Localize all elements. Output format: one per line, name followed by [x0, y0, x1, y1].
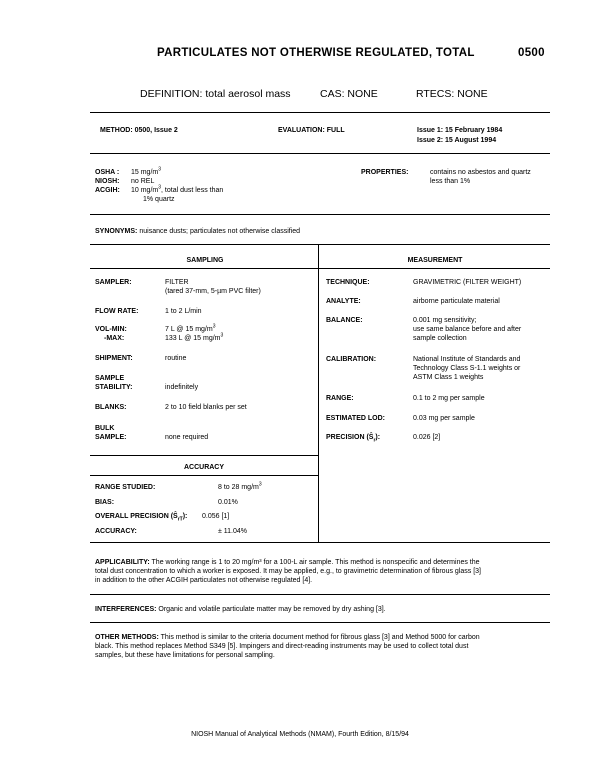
measurement-heading: MEASUREMENT: [407, 257, 463, 264]
blanks-label: BLANKS:: [95, 404, 127, 411]
vol-max-value: 133 L @ 15 $mg/m^3$: [165, 332, 224, 342]
technique-label: TECHNIQUE:: [326, 279, 370, 286]
niosh-label: NIOSH:: [95, 178, 120, 185]
method-number: 0500: [518, 47, 545, 59]
balance-label: BALANCE:: [326, 317, 363, 324]
overall-precision-value: 0.056 [1]: [202, 513, 230, 520]
balance-value-2: use same balance before and after: [413, 326, 522, 333]
stability-value: indefinitely: [165, 384, 199, 391]
accuracy-heading: ACCURACY: [183, 464, 225, 471]
bulk-value: none required: [165, 434, 209, 441]
precision-label: PRECISION $(Ŝ_r)$:: [326, 434, 381, 444]
synonyms: SYNONYMS: nuisance dusts; particulates not otherwise classified: [95, 228, 301, 235]
flow-rate-label: FLOW RATE:: [95, 308, 139, 315]
accuracy-value: ± 11.04%: [218, 528, 248, 535]
vol-min-label: VOL-MIN:: [95, 326, 127, 333]
bulk-label: BULK: [95, 425, 115, 432]
properties-value-2: less than 1%: [430, 178, 471, 185]
osha-value: 15 $mg/m^3$: [131, 166, 162, 176]
bulk-label-2: SAMPLE:: [95, 434, 127, 441]
vol-max-label: -MAX:: [104, 335, 125, 342]
range-studied-label: RANGE STUDIED:: [95, 484, 156, 491]
divider: [90, 475, 318, 476]
sampling-heading: SAMPLING: [186, 257, 224, 264]
divider: [90, 622, 550, 623]
calibration-value-2: Technology Class S-1.1 weights or: [413, 365, 521, 372]
bias-label: BIAS:: [95, 499, 115, 506]
calibration-value-3: ASTM Class 1 weights: [413, 374, 484, 381]
rtecs-number: RTECS: NONE: [416, 88, 488, 100]
stability-label: SAMPLE: [95, 375, 125, 382]
issue-1: Issue 1: 15 February 1984: [417, 127, 503, 134]
divider: [90, 268, 550, 269]
acgih-label: ACGIH:: [95, 187, 120, 194]
divider: [90, 594, 550, 595]
applicability: APPLICABILITY: The working range is 1 to 20 mg/m³ for a 100-L air sample. This method is nonspecific and determines the total dust concentration to which a worker is exposed. It may be applied, e.g., to gravimetric determination of fibrous glass [3] in addition to the other ACGIH particulates not otherwise regulated [4].: [95, 559, 481, 584]
footer: NIOSH Manual of Analytical Methods (NMAM), Fourth Edition, 8/15/94: [191, 731, 409, 738]
interferences: INTERFERENCES: Organic and volatile particulate matter may be removed by dry ashing [3].: [95, 606, 386, 613]
sampler-value-2: (tared 37-mm, 5-µm PVC filter): [165, 288, 261, 295]
range-value: 0.1 to 2 mg per sample: [413, 395, 485, 402]
properties-label: PROPERTIES:: [361, 169, 409, 176]
technique-value: GRAVIMETRIC (FILTER WEIGHT): [413, 279, 522, 286]
balance-value-3: sample collection: [413, 335, 467, 342]
acgih-value: 10 $mg/m^3$, total dust less than: [131, 184, 224, 194]
divider: [90, 244, 550, 245]
divider: [90, 455, 318, 456]
flow-rate-value: 1 to 2 L/min: [165, 308, 202, 315]
analyte-value: airborne particulate material: [413, 298, 500, 305]
divider: [90, 153, 550, 154]
issue-2: Issue 2: 15 August 1994: [417, 137, 497, 144]
divider: [90, 542, 550, 543]
column-divider: [318, 245, 319, 542]
divider: [90, 214, 550, 215]
cas-number: CAS: NONE: [320, 88, 378, 100]
properties-value: contains no asbestos and quartz: [430, 169, 531, 176]
range-studied-value: 8 to 28 $mg/m^3$: [218, 481, 262, 491]
vol-min-value: 7 L @ 15 $mg/m^3$: [165, 323, 216, 333]
osha-label: OSHA :: [95, 169, 120, 176]
divider: [90, 112, 550, 113]
overall-precision-label: OVERALL PRECISION $(Ŝ_{rT})$:: [95, 513, 188, 523]
other-methods: OTHER METHODS: This method is similar to the criteria document method for fibrous glass [3] and Method 5000 for carbon black. This method replaces Method S349 [5]. Impingers and direct-reading instruments may be used to collect total dust samples, but these have limitations for personal sampling.: [95, 634, 480, 659]
calibration-label: CALIBRATION:: [326, 356, 377, 363]
bias-value: 0.01%: [218, 499, 238, 506]
range-label: RANGE:: [326, 395, 354, 402]
lod-label: ESTIMATED LOD:: [326, 415, 385, 422]
precision-value: 0.026 [2]: [413, 434, 441, 441]
analyte-label: ANALYTE:: [326, 298, 361, 305]
shipment-value: routine: [165, 355, 187, 362]
lod-value: 0.03 mg per sample: [413, 415, 475, 422]
sampler-label: SAMPLER:: [95, 279, 132, 286]
niosh-value: no REL: [131, 178, 155, 185]
accuracy-label: ACCURACY:: [95, 528, 137, 535]
evaluation-label: EVALUATION: FULL: [278, 127, 345, 134]
page-title: PARTICULATES NOT OTHERWISE REGULATED, TOTAL: [157, 47, 475, 59]
acgih-value-2: 1% quartz: [143, 196, 175, 203]
definition: DEFINITION: total aerosol mass: [140, 88, 291, 100]
stability-label-2: STABILITY:: [95, 384, 133, 391]
sampler-value: FILTER: [165, 279, 189, 286]
blanks-value: 2 to 10 field blanks per set: [165, 404, 247, 411]
balance-value: 0.001 mg sensitivity;: [413, 317, 477, 324]
shipment-label: SHIPMENT:: [95, 355, 133, 362]
calibration-value: National Institute of Standards and: [413, 356, 521, 363]
method-label: METHOD: 0500, Issue 2: [100, 127, 178, 134]
